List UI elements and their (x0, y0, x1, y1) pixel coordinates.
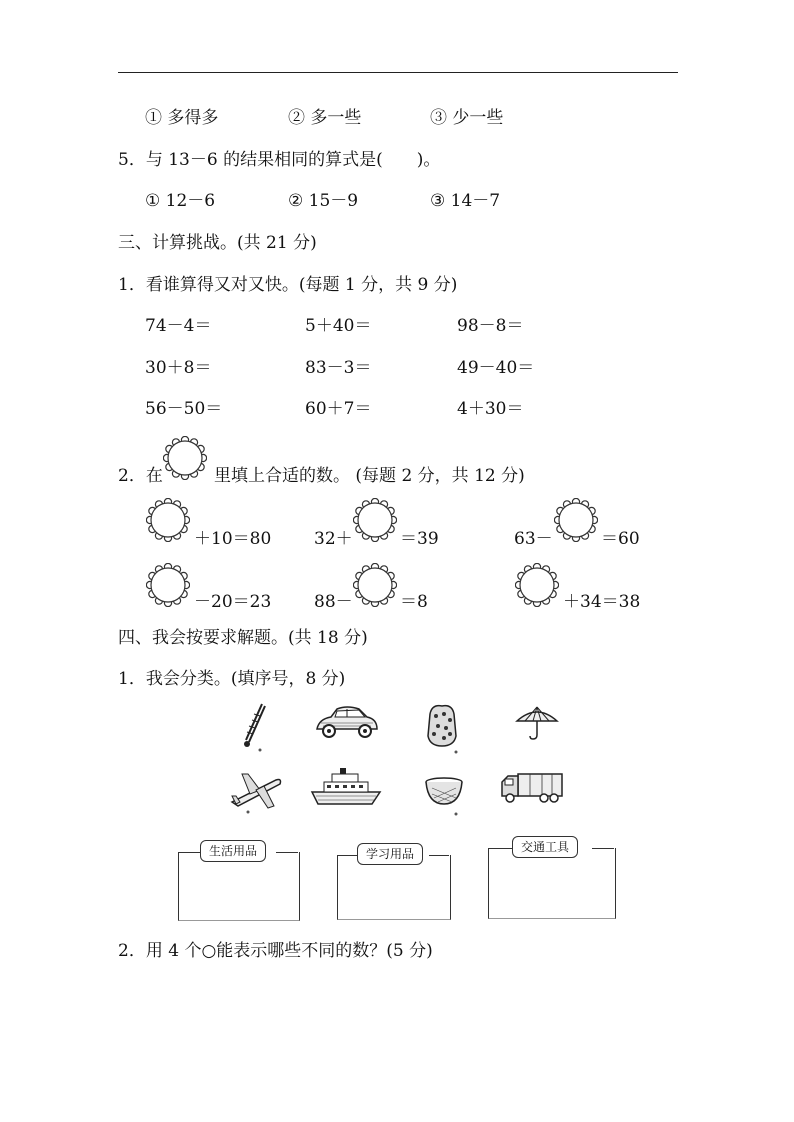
prev-option-3: ③ 少一些 (430, 108, 504, 128)
truck-icon (500, 770, 564, 806)
ship-icon (310, 768, 382, 808)
equation-part: ＝60 (601, 529, 640, 549)
q5-option-1: ① 12－6 (145, 191, 216, 211)
header-rule (118, 72, 678, 73)
airplane-icon (228, 768, 284, 814)
equation-part: －20＝23 (194, 592, 272, 612)
q4-2-title: 2．用 4 个○能表示哪些不同的数？(5 分) (118, 941, 433, 961)
flower-blank-icon[interactable] (554, 498, 598, 542)
category-label: 生活用品 (200, 840, 266, 862)
q5-option-3: ③ 14－7 (430, 191, 501, 211)
section4-title: 四、我会按要求解题。(共 18 分) (118, 628, 368, 648)
calc-item: 60＋7＝ (305, 399, 372, 419)
equation-part: ＋34＝38 (563, 592, 641, 612)
equation-part: ＋10＝80 (194, 529, 272, 549)
equation-part: 32＋ (314, 529, 353, 549)
q4-1-title: 1．我会分类。(填序号，8 分) (118, 669, 346, 689)
calc-item: 30＋8＝ (145, 358, 212, 378)
calc-item: 56－50＝ (145, 399, 223, 419)
flower-blank-icon[interactable] (146, 498, 190, 542)
calc-item: 98－8＝ (457, 316, 524, 336)
q3-2-suffix: 里填上合适的数。 (每题 2 分，共 12 分) (214, 466, 525, 486)
equation-part: 63－ (514, 529, 553, 549)
calc-item: 74－4＝ (145, 316, 212, 336)
category-label: 交通工具 (512, 836, 578, 858)
equation-part: ＝8 (400, 592, 428, 612)
calc-item: 49－40＝ (457, 358, 535, 378)
flower-blank-icon[interactable] (353, 498, 397, 542)
q3-1-title: 1．看谁算得又对又快。(每题 1 分，共 9 分) (118, 275, 458, 295)
q3-2-prefix: 2．在 (118, 466, 163, 486)
bowl-icon (424, 772, 466, 818)
prev-option-2: ② 多一些 (288, 108, 362, 128)
glove-icon (422, 700, 462, 756)
prev-option-1: ① 多得多 (145, 108, 219, 128)
q5-option-2: ② 15－9 (288, 191, 359, 211)
calc-item: 5＋40＝ (305, 316, 372, 336)
section3-title: 三、计算挑战。(共 21 分) (118, 233, 317, 253)
q5-text: 5．与 13－6 的结果相同的算式是( )。 (118, 150, 441, 170)
category-label: 学习用品 (357, 843, 423, 865)
equation-part: ＝39 (400, 529, 439, 549)
flower-blank-icon[interactable] (515, 563, 559, 607)
equation-part: 88－ (314, 592, 353, 612)
car-icon (313, 703, 381, 743)
flower-blank-icon[interactable] (353, 563, 397, 607)
umbrella-icon (513, 703, 561, 743)
thermometer-icon (236, 700, 272, 756)
calc-item: 83－3＝ (305, 358, 372, 378)
flower-blank-icon (163, 436, 207, 480)
flower-blank-icon[interactable] (146, 563, 190, 607)
calc-item: 4＋30＝ (457, 399, 524, 419)
